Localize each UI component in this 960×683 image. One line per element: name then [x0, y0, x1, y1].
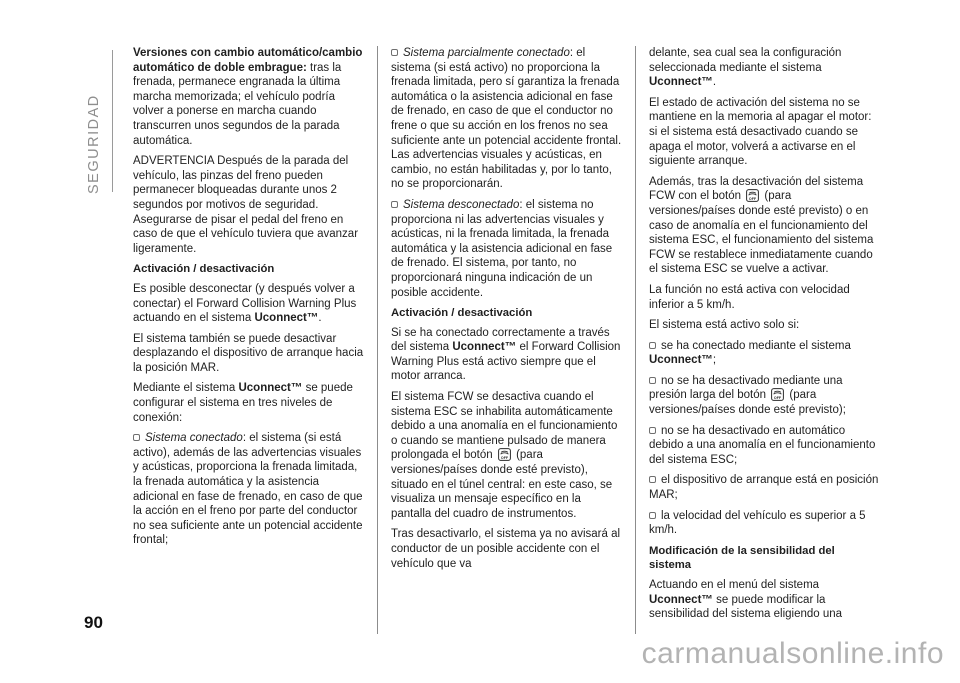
section-heading: Activación / desactivación — [391, 307, 533, 320]
esc-off-button-icon — [498, 448, 511, 461]
esc-off-button-icon — [746, 189, 759, 202]
svg-text:OFF: OFF — [749, 196, 757, 201]
paragraph — [391, 527, 622, 571]
column-2 — [391, 46, 622, 634]
text-segment: Uconnect™ — [649, 354, 713, 367]
list-item — [649, 424, 880, 468]
text-segment: se puede configurar el sistema en tres niveles de conexión: — [133, 382, 353, 424]
column-1 — [133, 46, 364, 634]
list-item — [649, 374, 880, 418]
paragraph — [133, 282, 364, 326]
text-segment: no se ha desactivado en automático debido a una anomalía en el funcionamiento del sistema ESC; — [649, 424, 876, 466]
esc-off-button-icon — [771, 388, 784, 401]
watermark: carmanualsonline.info — [641, 637, 944, 670]
list-item — [133, 431, 364, 548]
list-item — [391, 198, 622, 300]
square-bullet-icon — [649, 427, 656, 434]
text-segment: delante, sea cual sea la configuración seleccionada mediante el sistema — [649, 47, 842, 74]
paragraph — [649, 318, 880, 333]
list-item — [649, 473, 880, 502]
text-segment: Además, tras la desactivación del sistema FCW con el botón — [649, 175, 864, 203]
square-bullet-icon — [649, 476, 656, 483]
text-segment: Uconnect™ — [452, 341, 517, 354]
text-segment: ADVERTENCIA Después de la parada del vehículo, las pinzas del freno pueden permanecer bloqueadas durante unos 2 segundos por motivos de seguridad. Asegurarse de pisar el pedal del freno en caso de que el vehículo tuviera que avanzar ligeramente. — [133, 155, 359, 255]
svg-text:OFF: OFF — [774, 395, 782, 400]
paragraph — [649, 283, 880, 312]
text-segment: La función no está activa con velocidad inferior a 5 km/h. — [649, 283, 850, 311]
section-heading: Activación / desactivación — [133, 263, 275, 276]
text-segment: ; — [712, 354, 717, 367]
section-heading: Modificación de la sensibilidad del sistema — [649, 544, 835, 572]
text-segment: Tras desactivarlo, el sistema ya no avisará al conductor de un posible accidente con el vehículo que va — [391, 528, 621, 570]
svg-text:OFF: OFF — [500, 455, 508, 460]
column-3 — [649, 46, 880, 634]
paragraph — [391, 390, 622, 521]
text-segment: Versiones con cambio automático/cambio automático de doble embrague: — [133, 47, 363, 74]
paragraph — [133, 46, 364, 148]
chapter-tab-rule — [112, 50, 113, 192]
text-segment: (para versiones/países donde esté previsto); — [649, 389, 846, 417]
square-bullet-icon — [391, 201, 398, 208]
column-divider — [635, 46, 636, 634]
text-segment: . — [712, 76, 717, 89]
text-segment: la velocidad del vehículo es superior a 5 km/h. — [649, 509, 866, 537]
text-segment: Si se ha conectado correctamente a través del sistema — [391, 326, 610, 354]
column-divider — [377, 46, 378, 634]
text-segment: se ha conectado mediante el sistema — [661, 339, 851, 352]
text-segment: Uconnect™ — [254, 312, 319, 325]
list-item — [391, 46, 622, 192]
text-segment: Uconnect™ — [649, 76, 713, 89]
square-bullet-icon — [391, 49, 398, 56]
text-segment: tras la frenada, permanece engranada la última marcha memorizada; el vehículo podría volver a ponerse en marcha cuando transcurren unos segundos de la parada automática. — [133, 61, 342, 147]
paragraph — [649, 96, 880, 169]
square-bullet-icon — [133, 434, 140, 441]
list-item — [649, 509, 880, 538]
text-segment: El sistema está activo solo si: — [649, 319, 800, 332]
text-segment: (para versiones/países donde esté previsto), situado en el túnel central: en este caso, se visualiza un mensaje específico en la pantalla del cuadro de instrumentos. — [391, 449, 613, 520]
text-segment: Mediante el sistema — [133, 382, 239, 395]
paragraph — [133, 154, 364, 256]
paragraph — [649, 578, 880, 622]
paragraph — [649, 175, 880, 277]
list-item — [649, 339, 880, 368]
text-segment: : el sistema no proporciona ni las advertencias visuales y acústicas, ni la frenada limitada, la frenada automática y la asistencia adicional en fase de frenado. El sistema, por tanto, no proporcionará ninguna indicación de un posible accidente. — [391, 198, 613, 299]
square-bullet-icon — [649, 512, 656, 519]
text-segment: no se ha desactivado mediante una presión larga del botón — [649, 374, 843, 402]
text-segment: : el sistema (si está activo) no proporciona la frenada limitada, pero sí garantiza la frenada automática o la asistencia adicional en fase de frenado, en caso de que el conductor no frene o que su acción en los frenos no sea suficiente ante un potencial accidente frontal. Las advertencias visuales y acústicas, en cambio, no están habilitadas y, por lo tanto, no se proporcionarán. — [391, 47, 622, 191]
text-segment: Sistema conectado — [145, 432, 243, 445]
text-segment: Uconnect™ — [649, 593, 713, 606]
paragraph — [649, 46, 880, 90]
square-bullet-icon — [649, 342, 656, 349]
paragraph — [133, 332, 364, 376]
text-columns — [133, 46, 880, 634]
chapter-tab-label: SEGURIDAD — [86, 94, 102, 194]
text-segment: : el sistema (si está activo), además de las advertencias visuales y acústicas, proporciona la frenada limitada, la frenada automática y la asistencia adicional en fase de frenado, en caso de que la acción en el freno por parte del conductor no sea suficiente ante un potencial accidente frontal; — [133, 432, 363, 547]
text-segment: (para versiones/países donde esté previsto) o en caso de anomalía en el funcionamiento del sistema ESC, el funcionamiento del sistema FCW se restablece inmediatamente cuando el sistema ESC se vuelve a activar. — [649, 190, 874, 276]
paragraph — [133, 381, 364, 425]
text-segment: Es posible desconectar (y después volver a conectar) el Forward Collision Warning Plus actuando en el sistema — [133, 282, 357, 325]
paragraph — [391, 326, 622, 384]
text-segment: El sistema también se puede desactivar desplazando el dispositivo de arranque hacia la posición MAR. — [133, 332, 364, 374]
text-segment: Actuando en el menú del sistema — [649, 579, 820, 591]
text-segment: . — [318, 312, 322, 325]
text-segment: se puede modificar la sensibilidad del sistema eligiendo una — [649, 593, 843, 621]
text-segment: el Forward Collision Warning Plus está activo siempre que el motor arranca. — [391, 341, 621, 383]
text-segment: El sistema FCW se desactiva cuando el sistema ESC se inhabilita automáticamente debido a una anomalía en el funcionamiento o cuando se mantiene pulsado de manera prolongada el botón — [391, 391, 618, 462]
page-number: 90 — [84, 613, 103, 632]
text-segment: el dispositivo de arranque está en posición MAR; — [649, 474, 879, 502]
text-segment: Sistema parcialmente conectado — [403, 47, 570, 59]
text-segment: Uconnect™ — [238, 382, 303, 395]
text-segment: Sistema desconectado — [403, 198, 520, 211]
text-segment: El estado de activación del sistema no se mantiene en la memoria al apagar el motor: si el sistema está desactivado cuando se apaga el motor, volverá a activarse en el siguiente arranque. — [649, 96, 872, 168]
square-bullet-icon — [649, 377, 656, 384]
